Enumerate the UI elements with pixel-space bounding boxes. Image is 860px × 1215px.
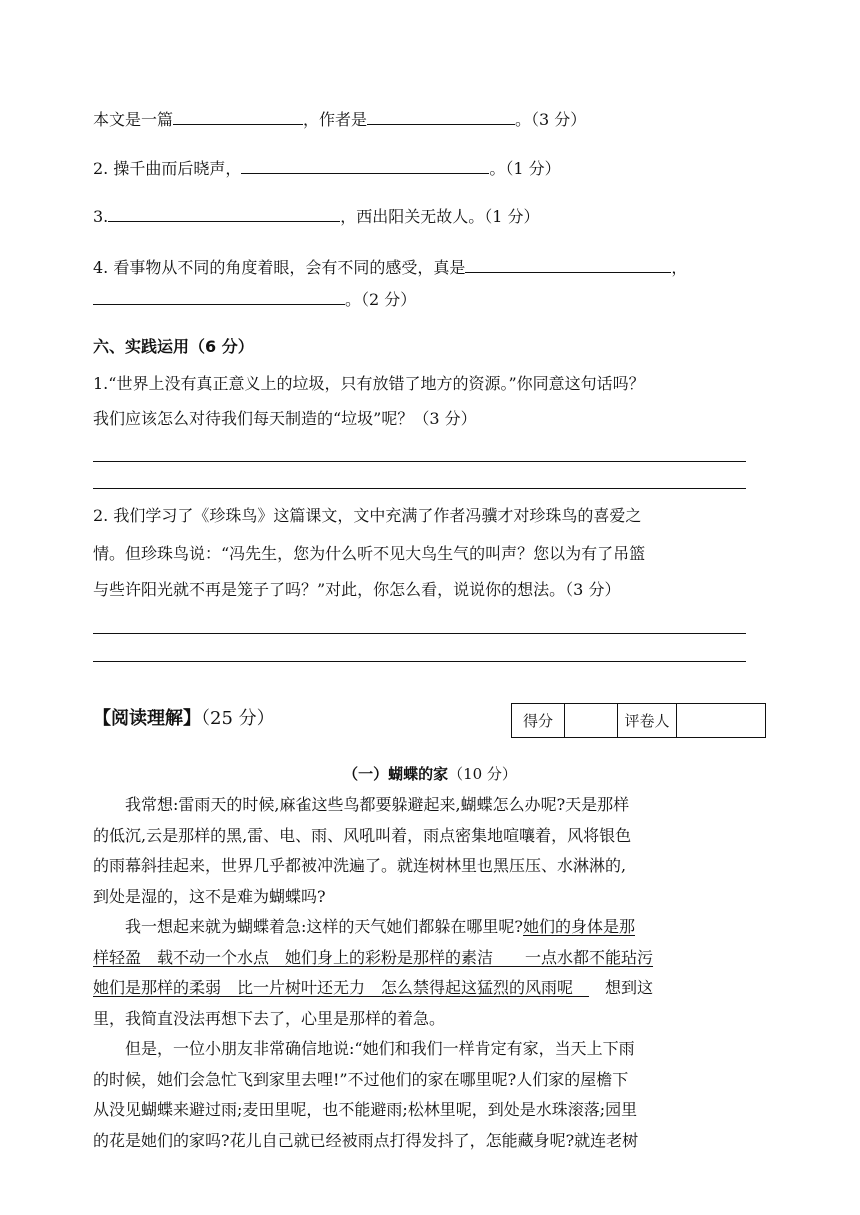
score-table: [511, 703, 766, 738]
answer-blank-2[interactable]: [241, 157, 489, 174]
score-cell[interactable]: [565, 704, 618, 738]
practice-q1-line1: 1.“世界上没有真正意义上的垃圾，只有放错了地方的资源。”你同意这句话吗？: [93, 374, 645, 393]
answer-line[interactable]: [93, 461, 746, 462]
answer-line[interactable]: [93, 488, 746, 489]
answer-blank-1b[interactable]: [367, 108, 515, 125]
question-2: 2. 操千曲而后晓声， 。（1 分）: [93, 159, 561, 178]
question-1: 本文是一篇 ，作者是 。（3 分）: [93, 110, 587, 129]
answer-blank-1a[interactable]: [173, 108, 303, 125]
reading-section-title: 【阅读理解】（25 分）: [93, 708, 275, 729]
answer-blank-4a[interactable]: [465, 256, 671, 273]
answer-line[interactable]: [93, 633, 746, 634]
question-3: 3. ，西出阳关无故人。（1 分）: [93, 207, 540, 226]
reviewer-label: 评卷人: [618, 704, 677, 738]
passage-paragraph-2: 我一想起来就为蝴蝶着急:这样的天气她们都躲在哪里呢?她们的身体是那 样轻盈 载不动一个水点 她们身上的彩粉是那样的素洁 一点水都不能玷污 她们是那样的柔弱 比一片树叶还无力 怎么禁得起这猛烈的风雨呢 想到这 里，我简直没法再想下去了，心里是那样的着急。: [93, 912, 767, 1034]
answer-blank-4b[interactable]: [93, 288, 345, 305]
story-title: （一）蝴蝶的家（10 分）: [343, 765, 517, 783]
underlined-text: 样轻盈 载不动一个水点 她们身上的彩粉是那样的素洁 一点水都不能玷污: [93, 947, 654, 967]
practice-q2-line2: 情。但珍珠鸟说：“冯先生，您为什么听不见大鸟生气的叫声？您以为有了吊篮: [93, 544, 646, 563]
passage-paragraph-3: 但是，一位小朋友非常确信地说:“她们和我们一样肯定有家，当天上下雨 的时候，她们会急忙飞到家里去哩!”不过他们的家在哪里呢?人们家的屋檐下 从没见蝴蝶来避过雨;麦田里呢，也不能避雨;松林里呢，到处是水珠滚落;园里 的花是她们的家吗?花儿自己就已经被雨点打得发抖了，怎能藏身呢?就连老树: [93, 1039, 639, 1150]
section-heading-practice: 六、实践运用（6 分）: [93, 337, 254, 356]
answer-blank-3[interactable]: [108, 205, 340, 222]
underlined-text: 她们是那样的柔弱 比一片树叶还无力 怎么禁得起这猛烈的风雨呢: [93, 978, 590, 997]
reviewer-cell[interactable]: [677, 704, 766, 738]
practice-q1-line2: 我们应该怎么对待我们每天制造的“垃圾”呢？（3 分）: [93, 409, 477, 428]
answer-line[interactable]: [93, 661, 746, 662]
question-4: 4. 看事物从不同的角度着眼，会有不同的感受，真是 ，: [93, 258, 688, 277]
underlined-text: 她们的身体是那: [522, 917, 635, 936]
practice-q2-line3: 与些许阳光就不再是笼子了吗？”对此，你怎么看，说说你的想法。（3 分）: [93, 580, 621, 599]
passage-paragraph-1: 我常想:雷雨天的时候,麻雀这些鸟都要躲避起来,蝴蝶怎么办呢?天是那样 的低沉,云是那样的黑,雷、电、雨、风吼叫着，雨点密集地喧嚷着，风将银色 的雨幕斜挂起来，世界几乎都被冲洗遍了。就连树林里也黑压压、水淋淋的, 到处是湿的，这不是难为蝴蝶吗?: [93, 795, 632, 906]
practice-q2-line1: 2. 我们学习了《珍珠鸟》这篇课文，文中充满了作者冯骥才对珍珠鸟的喜爱之: [93, 506, 642, 525]
score-label: 得分: [512, 704, 565, 738]
question-4-cont: 。（2 分）: [93, 288, 416, 311]
